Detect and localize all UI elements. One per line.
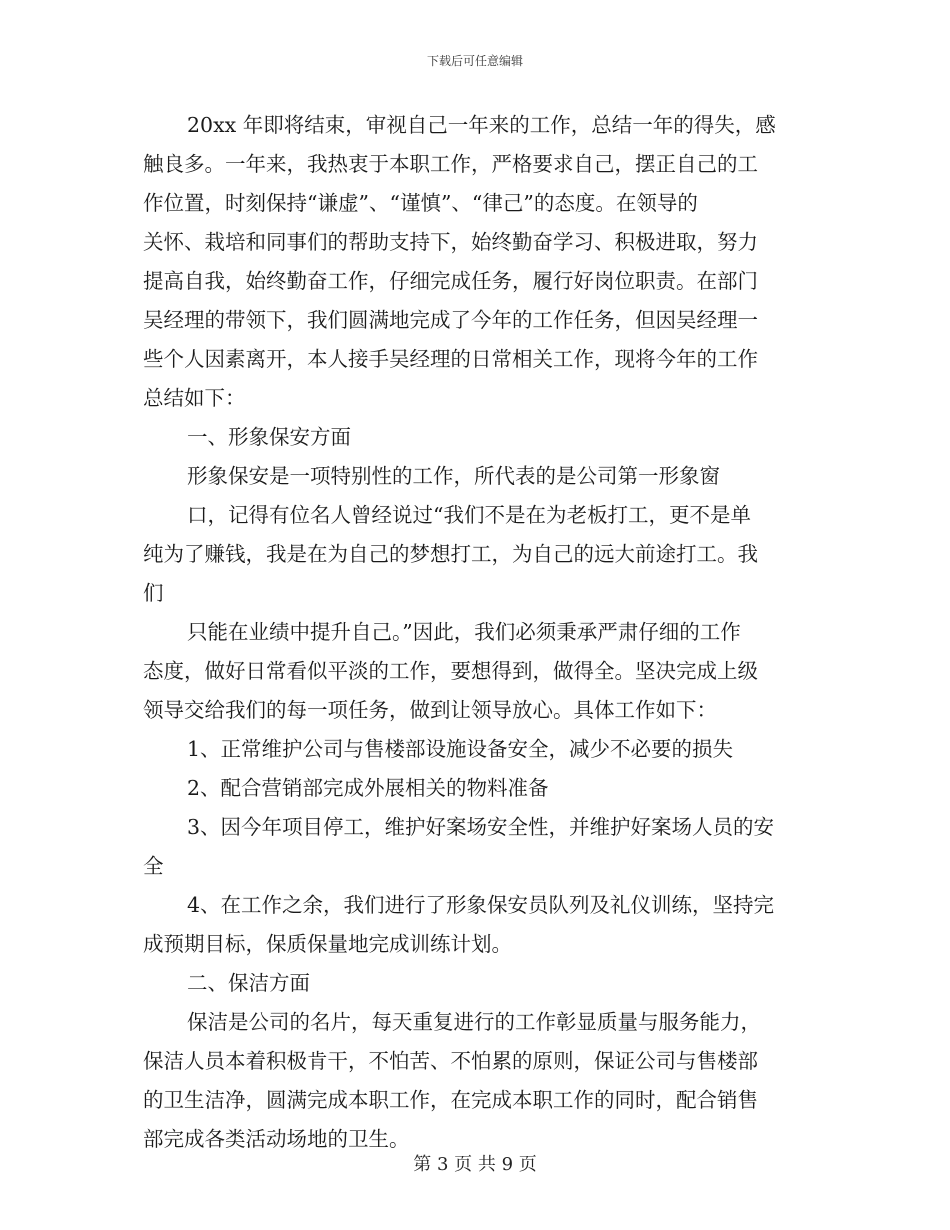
text-line: 些个人因素离开，本人接手吴经理的日常相关工作，现将今年的工作 (143, 347, 758, 371)
text-line: 只能在业绩中提升自己。”因此，我们必须秉承严肃仔细的工作 (187, 620, 741, 644)
text-line: 全 (143, 854, 164, 878)
text-line: 3、因今年项目停工，维护好案场安全性，并维护好案场人员的安 (187, 815, 775, 839)
text-line: 2、配合营销部完成外展相关的物料准备 (187, 776, 549, 800)
text-line: 触良多。一年来，我热衷于本职工作，严格要求自己，摆正自己的工 (143, 152, 758, 176)
page-header: 下载后可任意编辑 (426, 54, 523, 68)
text-line: 口，记得有位名人曾经说过“我们不是在为老板打工，更不是单 (187, 503, 751, 527)
text-line: 保洁人员本着积极肯干，不怕苦、不怕累的原则，保证公司与售楼部 (143, 1049, 758, 1073)
text-line: 形象保安是一项特别性的工作，所代表的是公司第一形象窗 (187, 464, 720, 488)
text-line: 态度，做好日常看似平淡的工作，要想得到，做得全。坚决完成上级 (143, 659, 758, 683)
text-line: 二、保洁方面 (187, 971, 310, 995)
text-line: 们 (143, 581, 164, 605)
text-line: 保洁是公司的名片，每天重复进行的工作彰显质量与服务能力， (187, 1010, 761, 1034)
text-line: 一、形象保安方面 (187, 425, 351, 449)
text-line: 作位置，时刻保持“谦虚”、“谨慎”、“律己”的态度。在领导的 (143, 191, 698, 215)
text-line: 的卫生洁净，圆满完成本职工作，在完成本职工作的同时，配合销售 (143, 1088, 758, 1112)
text-line: 成预期目标，保质保量地完成训练计划。 (143, 932, 512, 956)
text-line: 提高自我，始终勤奋工作，仔细完成任务，履行好岗位职责。在部门 (143, 269, 758, 293)
page-number: 第 3 页 共 9 页 (413, 1154, 537, 1175)
text-line: 1、正常维护公司与售楼部设施设备安全，减少不必要的损失 (187, 737, 734, 761)
text-line: 纯为了赚钱，我是在为自己的梦想打工，为自己的远大前途打工。我 (143, 542, 758, 566)
text-line: 总结如下： (143, 386, 246, 410)
document-body (143, 106, 811, 1159)
text-line: 吴经理的带领下，我们圆满地完成了今年的工作任务，但因吴经理一 (143, 308, 758, 332)
text-line: 领导交给我们的每一项任务，做到让领导放心。具体工作如下： (143, 698, 717, 722)
text-line: 4、在工作之余，我们进行了形象保安员队列及礼仪训练，坚持完 (187, 893, 775, 917)
text-line: 关怀、栽培和同事们的帮助支持下，始终勤奋学习、积极进取，努力 (143, 230, 758, 254)
text-line: 部完成各类活动场地的卫生。 (143, 1127, 410, 1151)
text-line: 20xx 年即将结束，审视自己一年来的工作，总结一年的得失，感 (187, 113, 776, 137)
